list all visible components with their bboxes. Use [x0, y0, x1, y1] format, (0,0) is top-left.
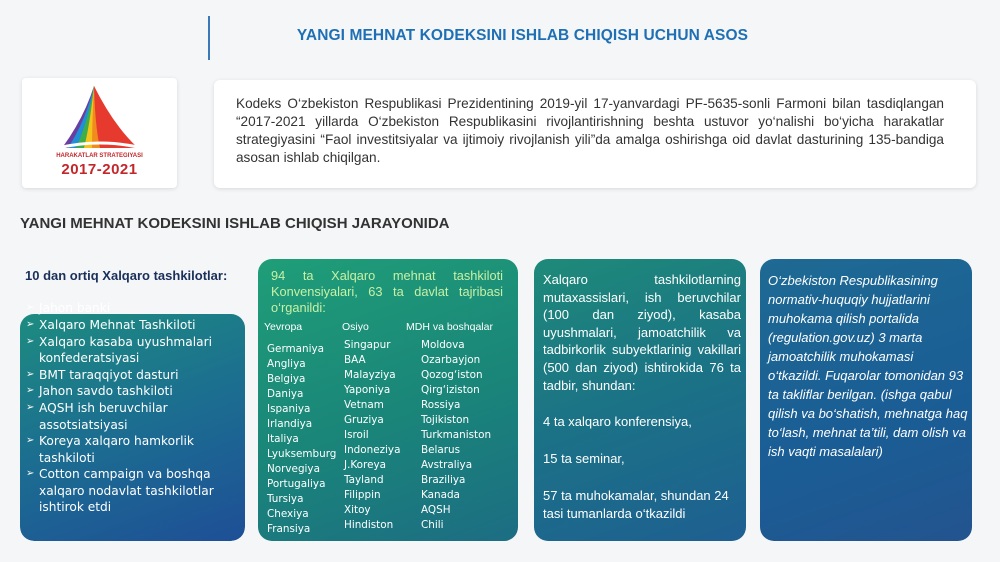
country-item: Avstraliya [421, 459, 473, 471]
intro-card [214, 80, 976, 188]
country-item: Isroil [344, 429, 369, 441]
country-item: Malayziya [344, 369, 396, 381]
events-card [534, 259, 746, 541]
events-discussions: 57 ta muhokamalar, shundan 24 tasi tumanlarda o‘tkazildi [543, 488, 729, 521]
organization-item: ➢ Xalqaro kasaba uyushmalari konfederatsiyasi [27, 334, 237, 367]
organization-item: ➢ Jahon savdo tashkiloti [27, 383, 237, 399]
country-item: Tojikiston [421, 414, 470, 426]
countries-europe-list [267, 342, 336, 537]
country-item: Chexiya [267, 508, 309, 520]
country-item: Italiya [267, 433, 299, 445]
card-title: 10 dan ortiq Xalqaro tashkilotlar: [25, 268, 228, 283]
organization-item: ➢ Jahon banki [27, 300, 237, 316]
country-item: Turkmaniston [421, 429, 492, 441]
country-item: Yaponiya [344, 384, 391, 396]
country-item: Norvegiya [267, 463, 320, 475]
country-item: Angliya [267, 358, 306, 370]
country-item: Belgiya [267, 373, 306, 385]
country-item: Qirg‘iziston [421, 384, 480, 396]
country-item: Moldova [421, 339, 465, 351]
country-item: Xitoy [344, 504, 371, 516]
organization-item: ➢ AQSH ish beruvchilar assotsiatsiyasi [27, 400, 237, 433]
country-item: Filippin [344, 489, 381, 501]
organization-item: ➢ Koreya xalqaro hamkorlik tashkiloti [27, 433, 237, 466]
column-head-cis: MDH va boshqalar [406, 321, 493, 333]
logo-years: 2017-2021 [61, 161, 138, 178]
country-item: Kanada [421, 489, 460, 501]
organization-item: ➢ Xalqaro Mehnat Tashkiloti [27, 317, 237, 333]
country-item: Singapur [344, 339, 391, 351]
countries-cis-list [421, 338, 491, 533]
public-discussion-card [760, 259, 972, 541]
column-head-europe: Yevropa [264, 321, 303, 333]
country-item: Lyuksemburg [267, 448, 337, 460]
strategy-logo [22, 78, 177, 188]
country-item: Qozog‘iston [421, 369, 483, 381]
country-item: Germaniya [267, 343, 325, 355]
country-item: Ispaniya [267, 403, 311, 415]
intro-text: Kodeks O‘zbekiston Respublikasi Prezidentining 2019-yil 17-yanvardagi PF-5635-sonli Farmoni bilan tasdiqlangan “2017-2021 yillarda O‘zbekiston Respublikasini rivojlantirishning beshta ustuvor yo‘nalishi bo‘yicha harakatlar strategiyasini “Faol investitsiyalar va ijtimoiy rivojlanish yili”da amalga oshirishga oid davlat dasturining 135-bandiga asosan ishlab chiqilgan. [236, 96, 944, 165]
country-item: Ozarbayjon [421, 354, 481, 366]
conventions-intro: 94 ta Xalqaro mehnat tashkiloti Konvensiyalari, 63 ta davlat tajribasi o‘rganildi: [271, 268, 503, 315]
country-item: Fransiya [267, 523, 311, 535]
organization-item: ➢ Cotton campaign va boshqa xalqaro nodavlat tashkilotlar ishtirok etdi [27, 466, 237, 515]
events-conferences: 4 ta xalqaro konferensiya, [543, 414, 692, 429]
organization-item: ➢ BMT taraqqiyot dasturi [27, 367, 237, 383]
country-item: Gruziya [344, 414, 384, 426]
public-discussion-text: O‘zbekiston Respublikasining normativ-huquqiy hujjatlarini muhokama qilish portalida (regulation.gov.uz) 3 marta jamoatchilik muhokamasi o‘tkazildi. Fuqarolar tomonidan 93 ta takliflar berilgan. (ishga qabul qilish va bo‘shatish, mehnatga haq to‘lash, mehnat ta’tili, dam olish va ish vaqti masalalari) [768, 273, 968, 459]
events-seminars: 15 ta seminar, [543, 451, 625, 466]
country-item: BAA [344, 354, 366, 366]
country-item: Indoneziya [344, 444, 401, 456]
country-item: Tayland [344, 474, 384, 486]
country-item: Braziliya [421, 474, 466, 486]
country-item: Belarus [421, 444, 461, 456]
country-item: Irlandiya [267, 418, 313, 430]
column-head-asia: Osiyo [342, 321, 369, 333]
country-item: Tursiya [267, 493, 304, 505]
conventions-card [258, 259, 518, 541]
international-organizations-card [20, 259, 245, 541]
page-title: YANGI MEHNAT KODEKSINI ISHLAB CHIQISH UCHUN ASOS [296, 27, 749, 44]
country-item: J.Koreya [344, 459, 386, 471]
country-item: Chili [421, 519, 444, 531]
country-item: Rossiya [421, 399, 461, 411]
country-item: Daniya [267, 388, 304, 400]
country-item: Hindiston [344, 519, 394, 531]
events-main-text: Xalqaro tashkilotlarning mutaxassislari, ish beruvchilar (100 dan ziyod), kasaba uyushmalari, jamoatchilik va tadbirkorlik subyektlarinig vakillari (500 dan ziyod) ishtirokida 76 ta tadbir, shundan: [543, 272, 741, 393]
country-item: Portugaliya [267, 478, 326, 490]
logo-caption: HARAKATLAR STRATEGIYASI [56, 153, 143, 159]
countries-asia-list [344, 338, 400, 533]
section-title: YANGI MEHNAT KODEKSINI ISHLAB CHIQISH JARAYONIDA [20, 215, 450, 232]
country-item: AQSH [421, 504, 451, 516]
country-item: Vetnam [344, 399, 384, 411]
organizations-list [27, 300, 237, 516]
